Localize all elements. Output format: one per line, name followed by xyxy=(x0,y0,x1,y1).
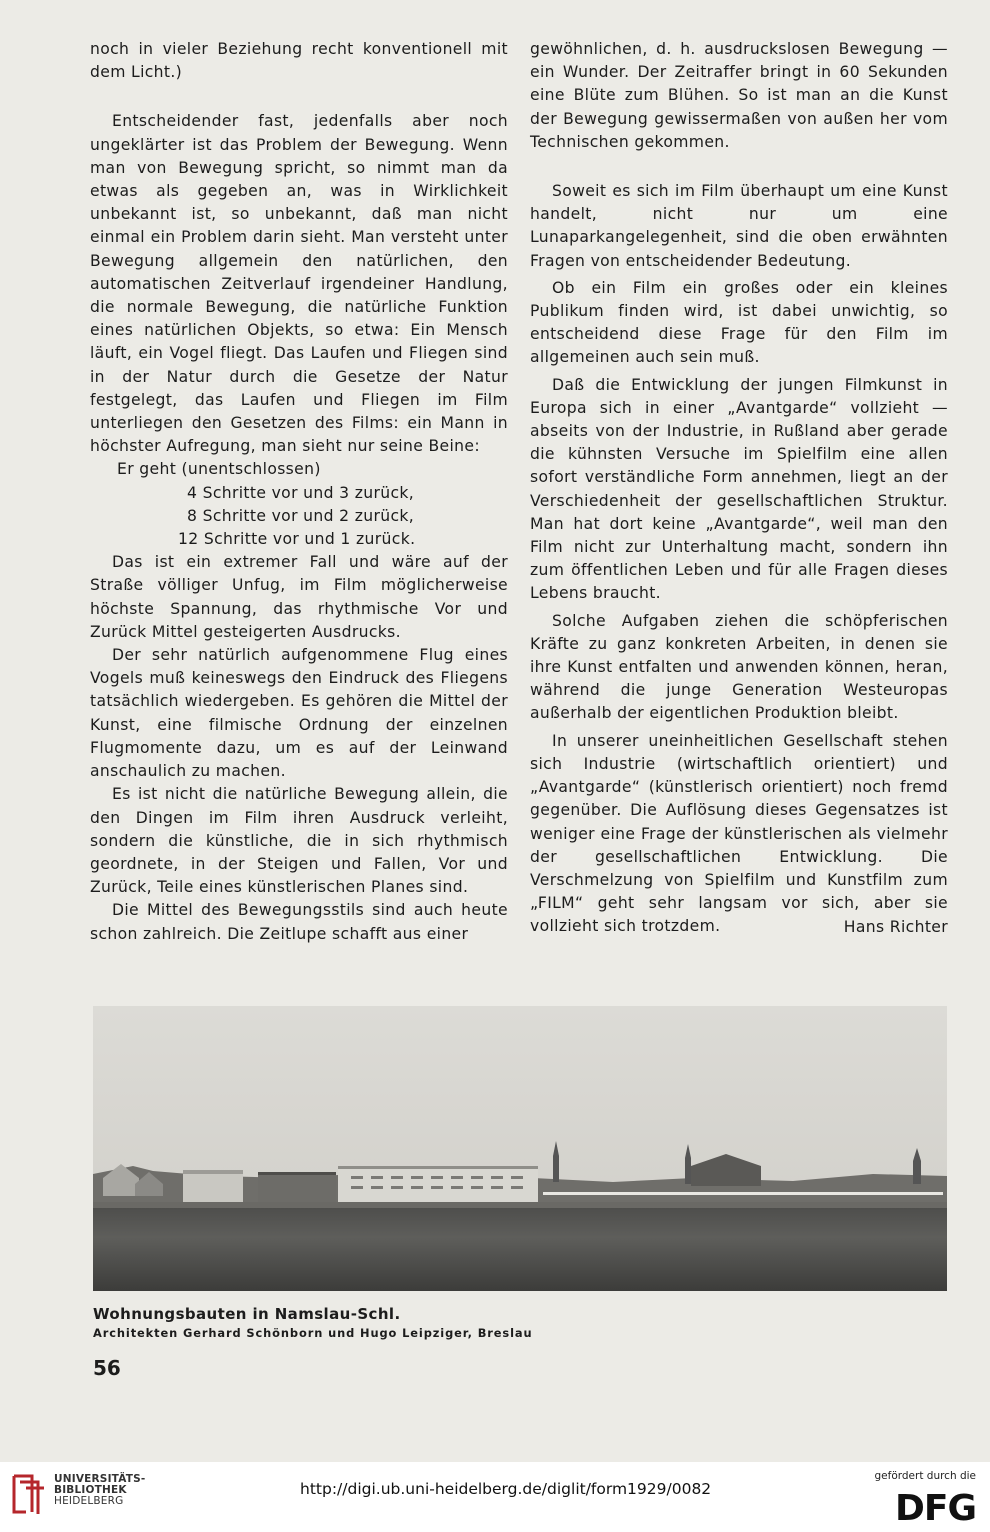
step-line: 8 Schritte vor und 2 zurück, xyxy=(187,506,415,525)
paragraph-text: In unserer uneinheitlichen Gesellschaft stehen sich Industrie (wirtschaftlich orientiert) und „Avantgarde“ (künstlerisch orientiert) noch fremd gegenüber. Die Auflösung dieses Gegensatzes ist weniger eine Frage der künstlerischen als vielmehr der gesellschaftlichen Entwicklung. Die Verschmelzung von Spielfilm und Kunstfilm zum „FILM“ geht sehr langsam vor sich, aber sie vollzieht sich trotzdem. xyxy=(530,731,948,936)
steps-intro: Er geht (unentschlossen) xyxy=(117,460,321,479)
library-name-line: HEIDELBERG xyxy=(54,1495,124,1507)
photo-illustration xyxy=(93,1006,947,1291)
photo-caption-credit: Architekten Gerhard Schönborn und Hugo Leipziger, Breslau xyxy=(93,1326,533,1340)
page-number: 56 xyxy=(93,1356,121,1380)
paragraph: Solche Aufgaben ziehen die schöpferischen Kräfte zu ganz konkreten Arbeiten, in denen sie ihre Kunst entfalten und anwenden können, heran, während die junge Generation Westeuropas außerhalb der eigentlichen Produktion bleibt. xyxy=(530,611,948,723)
library-name-line: BIBLIOTHEK xyxy=(54,1484,127,1496)
paragraph: Ob ein Film ein großes oder ein kleines Publikum finden wird, ist dabei unwichtig, so entscheidend diese Frage für den Film im allgemeinen auch sein muß. xyxy=(530,278,948,367)
dfg-logo: DFG xyxy=(894,1488,976,1529)
steps-list xyxy=(90,458,508,551)
library-logo-icon xyxy=(10,1470,46,1518)
left-text-column xyxy=(90,38,508,946)
library-name-line: UNIVERSITÄTS- xyxy=(54,1473,146,1485)
library-name xyxy=(54,1474,145,1507)
paragraph: Soweit es sich im Film überhaupt um eine Kunst handelt, nicht nur um eine Lunaparkangelegenheit, sind die oben erwähnten Fragen von entscheidender Bedeutung. xyxy=(530,182,948,270)
photograph-housing-estate xyxy=(93,1006,947,1291)
paragraph xyxy=(530,730,948,939)
funding-note: gefördert durch die xyxy=(874,1470,976,1482)
right-text-column xyxy=(530,38,948,939)
step-line: 12 Schritte vor und 1 zurück. xyxy=(178,530,416,549)
paragraph: Das ist ein extremer Fall und wäre auf der Straße völliger Unfug, im Film möglicherweise höchste Spannung, das rhythmische Vor und Zurück Mittel gesteigerten Ausdrucks. xyxy=(90,553,508,641)
paragraph: Der sehr natürlich aufgenommene Flug eines Vogels muß keineswegs den Eindruck des Fliegens tatsächlich wiedergeben. Es gehören die Mittel der Kunst, eine filmische Ordnung der einzelnen Flugmomente dazu, um es auf der Leinwand anschaulich zu machen. xyxy=(90,646,508,781)
paragraph: Es ist nicht die natürliche Bewegung allein, die den Dingen im Film ihren Ausdruck verleiht, sondern die künstliche, die in sich rhythmisch geordnete, in der Steigen und Fallen, Vor und Zurück, Teile eines künstlerischen Planes sind. xyxy=(90,785,508,897)
paragraph: Die Mittel des Bewegungsstils sind auch heute schon zahlreich. Die Zeitlupe schafft aus einer xyxy=(90,901,508,943)
paragraph: noch in vieler Beziehung recht konventionell mit dem Licht.) xyxy=(90,40,508,82)
paragraph: gewöhnlichen, d. h. ausdruckslosen Bewegung — ein Wunder. Der Zeitraffer bringt in 60 Sekunden eine Blüte zum Blühen. So ist man an die Kunst der Bewegung gewissermaßen von außen her vom Technischen gekommen. xyxy=(530,40,948,151)
step-line: 4 Schritte vor und 3 zurück, xyxy=(187,483,415,502)
digitization-footer xyxy=(0,1462,990,1532)
author-signature: Hans Richter xyxy=(843,917,948,936)
paragraph: Daß die Entwicklung der jungen Filmkunst in Europa sich in einer „Avantgarde“ vollzieht — abseits von der Industrie, in Rußland aber gerade die kühnsten Versuche im Spielfilm eine allen sofort verständliche Form annehmen, liegt an der Verschiedenheit der gesellschaftlichen Struktur. Man hat dort keine „Avantgarde“, weil man den Film nicht zur Unterhaltung macht, sondern ihn zum öffentlichen Leben und für alle Fragen dieses Lebens braucht. xyxy=(530,375,948,603)
paragraph: Entscheidender fast, jedenfalls aber noch ungeklärter ist das Problem der Bewegung. Wenn man von Bewegung spricht, so nimmt man da etwas als gegeben an, was in Wirklichkeit unbekannt ist, so unbekannt, daß man nicht einmal ein Problem darin sieht. Man versteht unter Bewegung allgemein den natürlichen, den automatischen Zeitverlauf irgendeiner Handlung, die normale Bewegung, die natürliche Funktion eines natürlichen Objekts, so etwa: Ein Mensch läuft, ein Vogel fliegt. Das Laufen und Fliegen sind in der Natur durch die Gesetze der Natur festgelegt, das Laufen und Fliegen im Film unterliegen den Gesetzen des Films: ein Mann in höchster Aufregung, man sieht nur seine Beine: xyxy=(90,112,508,456)
photo-caption-title: Wohnungsbauten in Namslau-Schl. xyxy=(93,1305,401,1323)
source-url-link[interactable]: http://digi.ub.uni-heidelberg.de/diglit/form1929/0082 xyxy=(300,1480,712,1498)
